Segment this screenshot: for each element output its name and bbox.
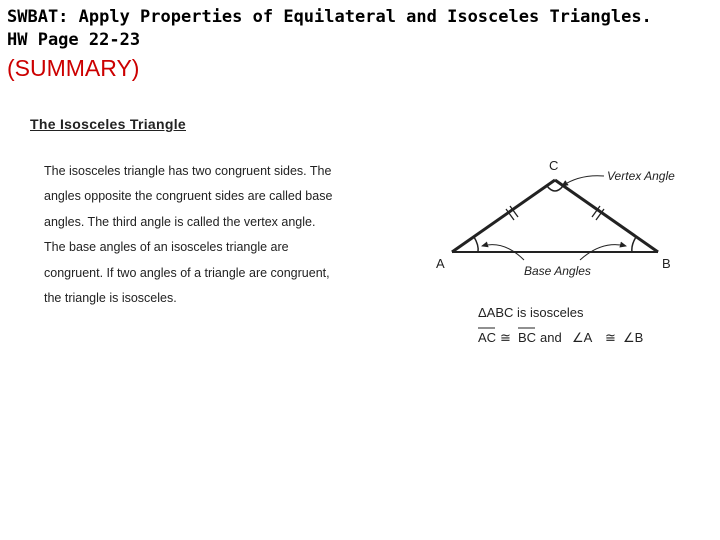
text-line: angles opposite the congruent sides are called base xyxy=(44,189,333,204)
summary-heading: (SUMMARY) xyxy=(7,55,140,81)
isosceles-triangle-diagram xyxy=(420,150,710,350)
segment-bc: BC xyxy=(518,330,537,345)
angle-arc-a xyxy=(474,237,478,252)
side-ac xyxy=(452,180,555,252)
side-bc xyxy=(555,180,658,252)
text-line: The isosceles triangle has two congruent sides. The xyxy=(44,164,332,178)
vertex-label-b: B xyxy=(662,256,671,271)
congruent-symbol: ≅ xyxy=(500,330,511,345)
vertex-angle-arrow xyxy=(562,176,604,186)
and-word: and xyxy=(540,330,562,345)
congruence-statement xyxy=(478,328,643,345)
text-line: The base angles of an isosceles triangle are xyxy=(44,240,289,255)
vertex-angle-label: Vertex Angle xyxy=(607,169,675,183)
angle-b: ∠B xyxy=(623,330,644,345)
segment-ac: AC xyxy=(478,330,497,345)
vertex-label-c: C xyxy=(549,158,559,173)
angle-arc-b xyxy=(632,237,636,252)
congruent-symbol: ≅ xyxy=(605,330,616,345)
definition-text xyxy=(44,159,389,311)
homework-assignment: HW Page 22-23 xyxy=(7,30,141,50)
text-line: angles. The third angle is called the vertex angle. xyxy=(44,214,316,229)
angle-arc-c xyxy=(547,186,563,191)
swbat-objective: SWBAT: Apply Properties of Equilateral and Isosceles Triangles. xyxy=(7,7,652,27)
base-angles-label: Base Angles xyxy=(524,264,591,278)
angle-a: ∠A xyxy=(572,330,593,345)
vertex-label-a: A xyxy=(436,256,445,271)
text-line: the triangle is isosceles. xyxy=(44,290,177,305)
section-title: The Isosceles Triangle xyxy=(30,116,186,132)
text-line: congruent. If two angles of a triangle are congruent, xyxy=(44,265,330,280)
isosceles-statement: ΔABC is isosceles xyxy=(478,305,584,320)
